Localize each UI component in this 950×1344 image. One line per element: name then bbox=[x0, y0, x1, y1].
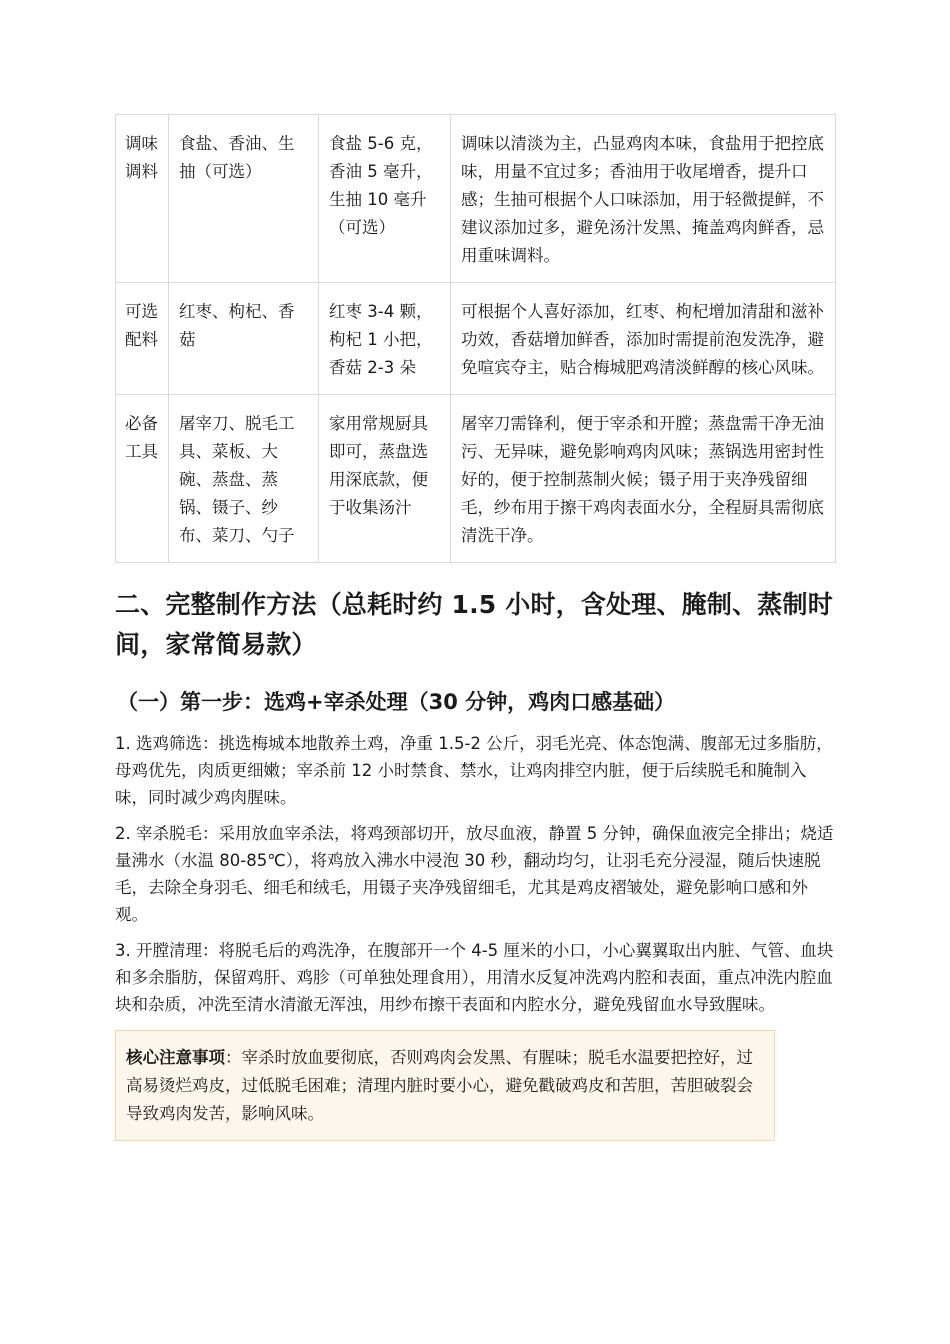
steps-list bbox=[115, 730, 835, 1018]
table-cell-notes: 可根据个人喜好添加，红枣、枸杞增加清甜和滋补功效，香菇增加鲜香，添加时需提前泡发洗净，避免喧宾夺主，贴合梅城肥鸡清淡鲜醇的核心风味。 bbox=[451, 283, 836, 395]
note-title: 核心注意事项 bbox=[126, 1048, 225, 1067]
table-cell-amount: 家用常规厨具即可，蒸盘选用深底款，便于收集汤汁 bbox=[319, 395, 451, 563]
table-cell-items: 食盐、香油、生抽（可选） bbox=[169, 115, 319, 283]
table-row bbox=[116, 115, 836, 283]
table-cell-items: 红枣、枸杞、香菇 bbox=[169, 283, 319, 395]
table-cell-notes: 屠宰刀需锋利，便于宰杀和开膛；蒸盘需干净无油污、无异味，避免影响鸡肉风味；蒸锅选用密封性好的，便于控制蒸制火候；镊子用于夹净残留细毛，纱布用于擦干鸡肉表面水分，全程厨具需彻底清洗干净。 bbox=[451, 395, 836, 563]
table-cell-category: 调味调料 bbox=[116, 115, 169, 283]
step-heading: （一）第一步：选鸡+宰杀处理（30 分钟，鸡肉口感基础） bbox=[117, 690, 676, 714]
list-item: 2. 宰杀脱毛：采用放血宰杀法，将鸡颈部切开，放尽血液，静置 5 分钟，确保血液完全排出；烧适量沸水（水温 80-85℃），将鸡放入沸水中浸泡 30 秒，翻动均匀，让羽毛充分浸湿，随后快速脱毛，去除全身羽毛、细毛和绒毛，用镊子夹净残留细毛，尤其是鸡皮褶皱处，避免影响口感和外观。 bbox=[115, 824, 834, 924]
list-item: 1. 选鸡筛选：挑选梅城本地散养土鸡，净重 1.5-2 公斤，羽毛光亮、体态饱满、腹部无过多脂肪，母鸡优先，肉质更细嫩；宰杀前 12 小时禁食、禁水，让鸡肉排空内脏，便于后续脱毛和腌制入味，同时减少鸡肉腥味。 bbox=[115, 734, 833, 807]
table-cell-category: 必备工具 bbox=[116, 395, 169, 563]
ingredients-table bbox=[115, 114, 836, 563]
document-page bbox=[115, 114, 835, 1141]
table-row bbox=[116, 395, 836, 563]
table-cell-category: 可选配料 bbox=[116, 283, 169, 395]
note-callout bbox=[115, 1030, 775, 1141]
table-row bbox=[116, 283, 836, 395]
table-cell-notes: 调味以清淡为主，凸显鸡肉本味，食盐用于把控底味，用量不宜过多；香油用于收尾增香，提升口感；生抽可根据个人口味添加，用于轻微提鲜，不建议添加过多，避免汤汁发黑、掩盖鸡肉鲜香，忌用重味调料。 bbox=[451, 115, 836, 283]
section-heading: 二、完整制作方法（总耗时约 1.5 小时，含处理、腌制、蒸制时间，家常简易款） bbox=[115, 590, 833, 659]
table-cell-amount: 红枣 3-4 颗，枸杞 1 小把，香菇 2-3 朵 bbox=[319, 283, 451, 395]
note-text: ：宰杀时放血要彻底，否则鸡肉会发黑、有腥味；脱毛水温要把控好，过高易烫烂鸡皮，过低脱毛困难；清理内脏时要小心，避免戳破鸡皮和苦胆，苦胆破裂会导致鸡肉发苦，影响风味。 bbox=[126, 1048, 753, 1123]
table-cell-items: 屠宰刀、脱毛工具、菜板、大碗、蒸盘、蒸锅、镊子、纱布、菜刀、勺子 bbox=[169, 395, 319, 563]
table-cell-amount: 食盐 5-6 克，香油 5 毫升，生抽 10 毫升（可选） bbox=[319, 115, 451, 283]
list-item: 3. 开膛清理：将脱毛后的鸡洗净，在腹部开一个 4-5 厘米的小口，小心翼翼取出内脏、气管、血块和多余脂肪，保留鸡肝、鸡胗（可单独处理食用），用清水反复冲洗鸡内腔和表面，重点冲洗内腔血块和杂质，冲洗至清水清澈无浑浊，用纱布擦干表面和内腔水分，避免残留血水导致腥味。 bbox=[115, 941, 834, 1014]
